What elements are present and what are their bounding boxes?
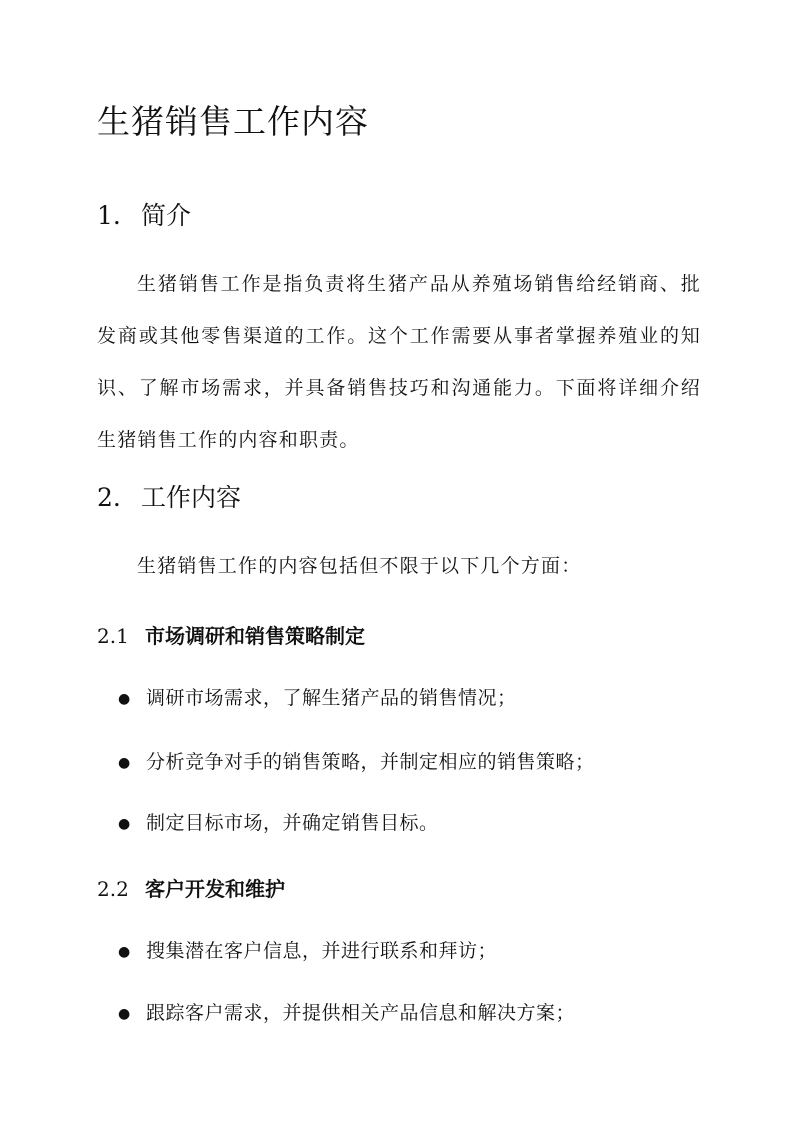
subsection-title: 客户开发和维护 <box>145 877 285 901</box>
subsection-number: 2.2 <box>97 877 129 901</box>
list-item <box>118 747 595 774</box>
list-item-text: 调研市场需求，了解生猪产品的销售情况； <box>146 687 517 709</box>
bullet-icon: ● <box>118 1006 131 1022</box>
list-item-text: 跟踪客户需求，并提供相关产品信息和解决方案； <box>146 1002 576 1024</box>
list-item <box>118 808 439 835</box>
section-heading-intro <box>97 196 191 232</box>
section-title: 简介 <box>141 201 192 230</box>
subsection-number: 2.1 <box>97 624 129 648</box>
bullet-icon: ● <box>118 691 131 707</box>
list-item <box>118 998 575 1025</box>
subsection-heading-customers <box>97 873 285 902</box>
bullet-icon: ● <box>118 755 131 771</box>
list-item <box>118 683 517 710</box>
list-item-text: 制定目标市场，并确定销售目标。 <box>146 812 439 834</box>
list-item-text: 分析竞争对手的销售策略，并制定相应的销售策略； <box>146 751 595 773</box>
intro-paragraph: 生猪销售工作是指负责将生猪产品从养殖场销售给经销商、批发商或其他零售渠道的工作。这个工作需要从事者掌握养殖业的知识、了解市场需求，并具备销售技巧和沟通能力。下面将详细介绍生猪销售工作的内容和职责。 <box>97 273 701 451</box>
subsection-title: 市场调研和销售策略制定 <box>145 624 365 648</box>
work-content-intro: 生猪销售工作的内容包括但不限于以下几个方面： <box>137 555 582 577</box>
section-number: 2. <box>97 483 121 512</box>
subsection-heading-market <box>97 620 365 649</box>
section-number: 1. <box>97 201 121 230</box>
section-heading-work-content <box>97 478 241 514</box>
list-item <box>118 936 497 963</box>
list-item-text: 搜集潜在客户信息，并进行联系和拜访； <box>146 940 498 962</box>
bullet-icon: ● <box>118 816 131 832</box>
document-title: 生猪销售工作内容 <box>97 102 369 141</box>
bullet-icon: ● <box>118 944 131 960</box>
section-title: 工作内容 <box>141 483 242 512</box>
